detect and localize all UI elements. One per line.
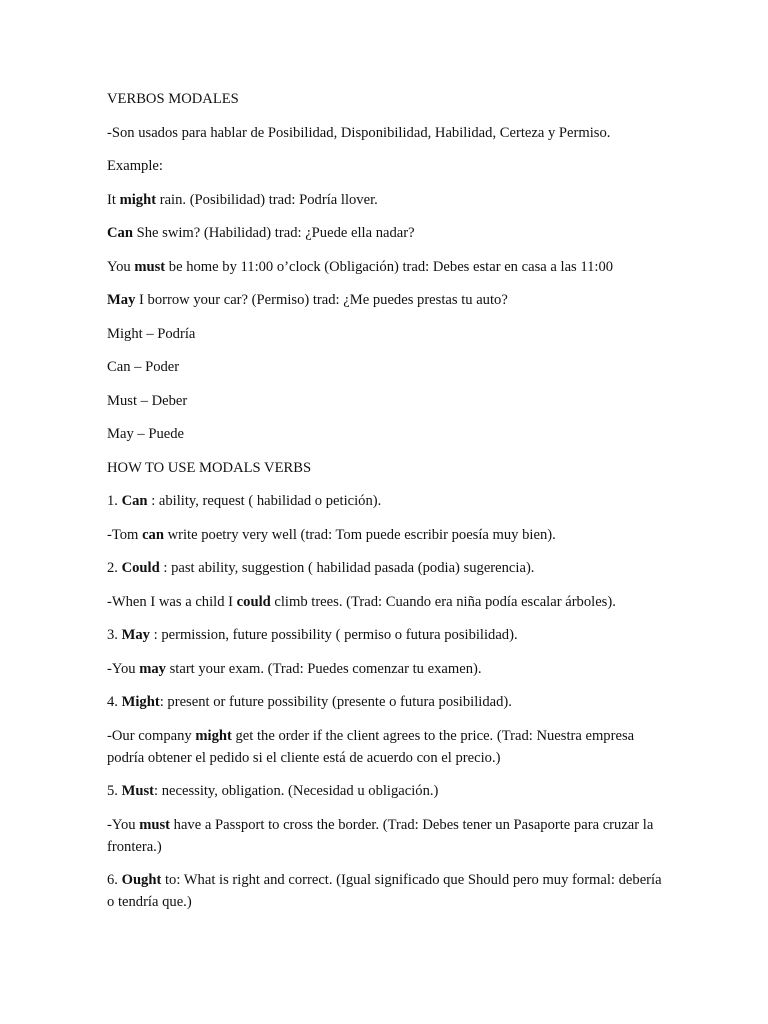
example-line: [107, 189, 667, 211]
usage-example: [107, 814, 667, 858]
translation-line: Might – Podría: [107, 325, 196, 342]
modal-verb: Might: [121, 694, 160, 710]
document-title: VERBOS MODALES: [107, 91, 239, 107]
modal-verb: Must: [121, 783, 155, 799]
usage-item: [107, 557, 667, 579]
usage-example: [107, 591, 667, 613]
item-rest: : necessity, obligation. (Necesidad u obligación.): [154, 783, 439, 799]
item-rest: : permission, future possibility ( permiso o futura posibilidad).: [149, 627, 518, 643]
item-rest: start your exam. (Trad: Puedes comenzar tu examen).: [165, 660, 482, 677]
modal-verb: Can: [121, 493, 148, 509]
item-rest: : past ability, suggestion ( habilidad pasada (podia) sugerencia).: [159, 560, 535, 576]
modal-verb: can: [142, 526, 164, 543]
usage-item: [107, 490, 667, 512]
usage-item: [107, 624, 667, 646]
item-prefix: -You: [107, 816, 140, 833]
item-prefix: -Tom: [107, 526, 143, 543]
modal-verb: Ought: [121, 872, 162, 888]
item-rest: get the order if the client agrees to the price. (Trad: Nuestra empresa podría obtener el pedido si el cliente está de acuerdo con el precio.): [107, 727, 635, 766]
modal-verb: must: [134, 258, 166, 275]
modal-verb: might: [195, 727, 232, 744]
example-after: rain. (Posibilidad) trad: Podría llover.: [156, 191, 378, 208]
item-prefix: 2.: [107, 560, 122, 576]
item-prefix: 1.: [107, 493, 122, 509]
translation-line: May – Puede: [107, 426, 185, 442]
modal-verb: could: [236, 593, 271, 610]
usage-example: [107, 658, 667, 680]
example-label: Example:: [107, 158, 163, 174]
item-rest: have a Passport to cross the border. (Trad: Debes tener un Pasaporte para cruzar la frontera.): [107, 816, 654, 855]
modal-verb: May: [107, 292, 136, 308]
example-line: [107, 289, 667, 311]
modal-verb: Could: [121, 560, 160, 576]
modal-verb: may: [139, 660, 166, 677]
example-after: She swim? (Habilidad) trad: ¿Puede ella nadar?: [132, 225, 415, 241]
document-page: [107, 88, 667, 925]
item-prefix: -When I was a child I: [107, 593, 237, 610]
intro-text: -Son usados para hablar de Posibilidad, Disponibilidad, Habilidad, Certeza y Permiso.: [107, 124, 611, 141]
item-prefix: 3.: [107, 627, 122, 643]
example-line: [107, 256, 667, 278]
item-prefix: -You: [107, 660, 140, 677]
usage-item: [107, 869, 667, 913]
section-title: HOW TO USE MODALS VERBS: [107, 459, 312, 476]
usage-item: [107, 780, 667, 802]
item-rest: : present or future possibility (presente o futura posibilidad).: [159, 694, 512, 710]
item-rest: climb trees. (Trad: Cuando era niña podía escalar árboles).: [270, 593, 616, 610]
item-prefix: -Our company: [107, 727, 196, 744]
item-prefix: 5.: [107, 783, 122, 799]
usage-item: [107, 691, 667, 713]
translation-line: Can – Poder: [107, 359, 180, 375]
item-rest: write poetry very well (trad: Tom puede escribir poesía muy bien).: [163, 526, 556, 543]
modal-verb: May: [121, 627, 150, 643]
translation-line: Must – Deber: [107, 392, 188, 409]
usage-example: [107, 725, 667, 769]
item-prefix: 4.: [107, 694, 122, 710]
item-rest: : ability, request ( habilidad o petición).: [147, 493, 382, 509]
modal-verb: might: [119, 191, 157, 208]
example-before: You: [107, 258, 135, 275]
item-prefix: 6.: [107, 872, 122, 888]
example-after: be home by 11:00 o’clock (Obligación) trad: Debes estar en casa a las 11:00: [165, 258, 614, 275]
example-line: [107, 222, 667, 244]
example-after: I borrow your car? (Permiso) trad: ¿Me puedes prestas tu auto?: [135, 292, 508, 308]
item-rest: to: What is right and correct. (Igual significado que Should pero muy formal: debería o tendría que.): [107, 872, 662, 910]
modal-verb: Can: [107, 225, 133, 241]
modal-verb: must: [139, 816, 170, 833]
usage-example: [107, 524, 667, 546]
example-before: It: [107, 191, 120, 208]
